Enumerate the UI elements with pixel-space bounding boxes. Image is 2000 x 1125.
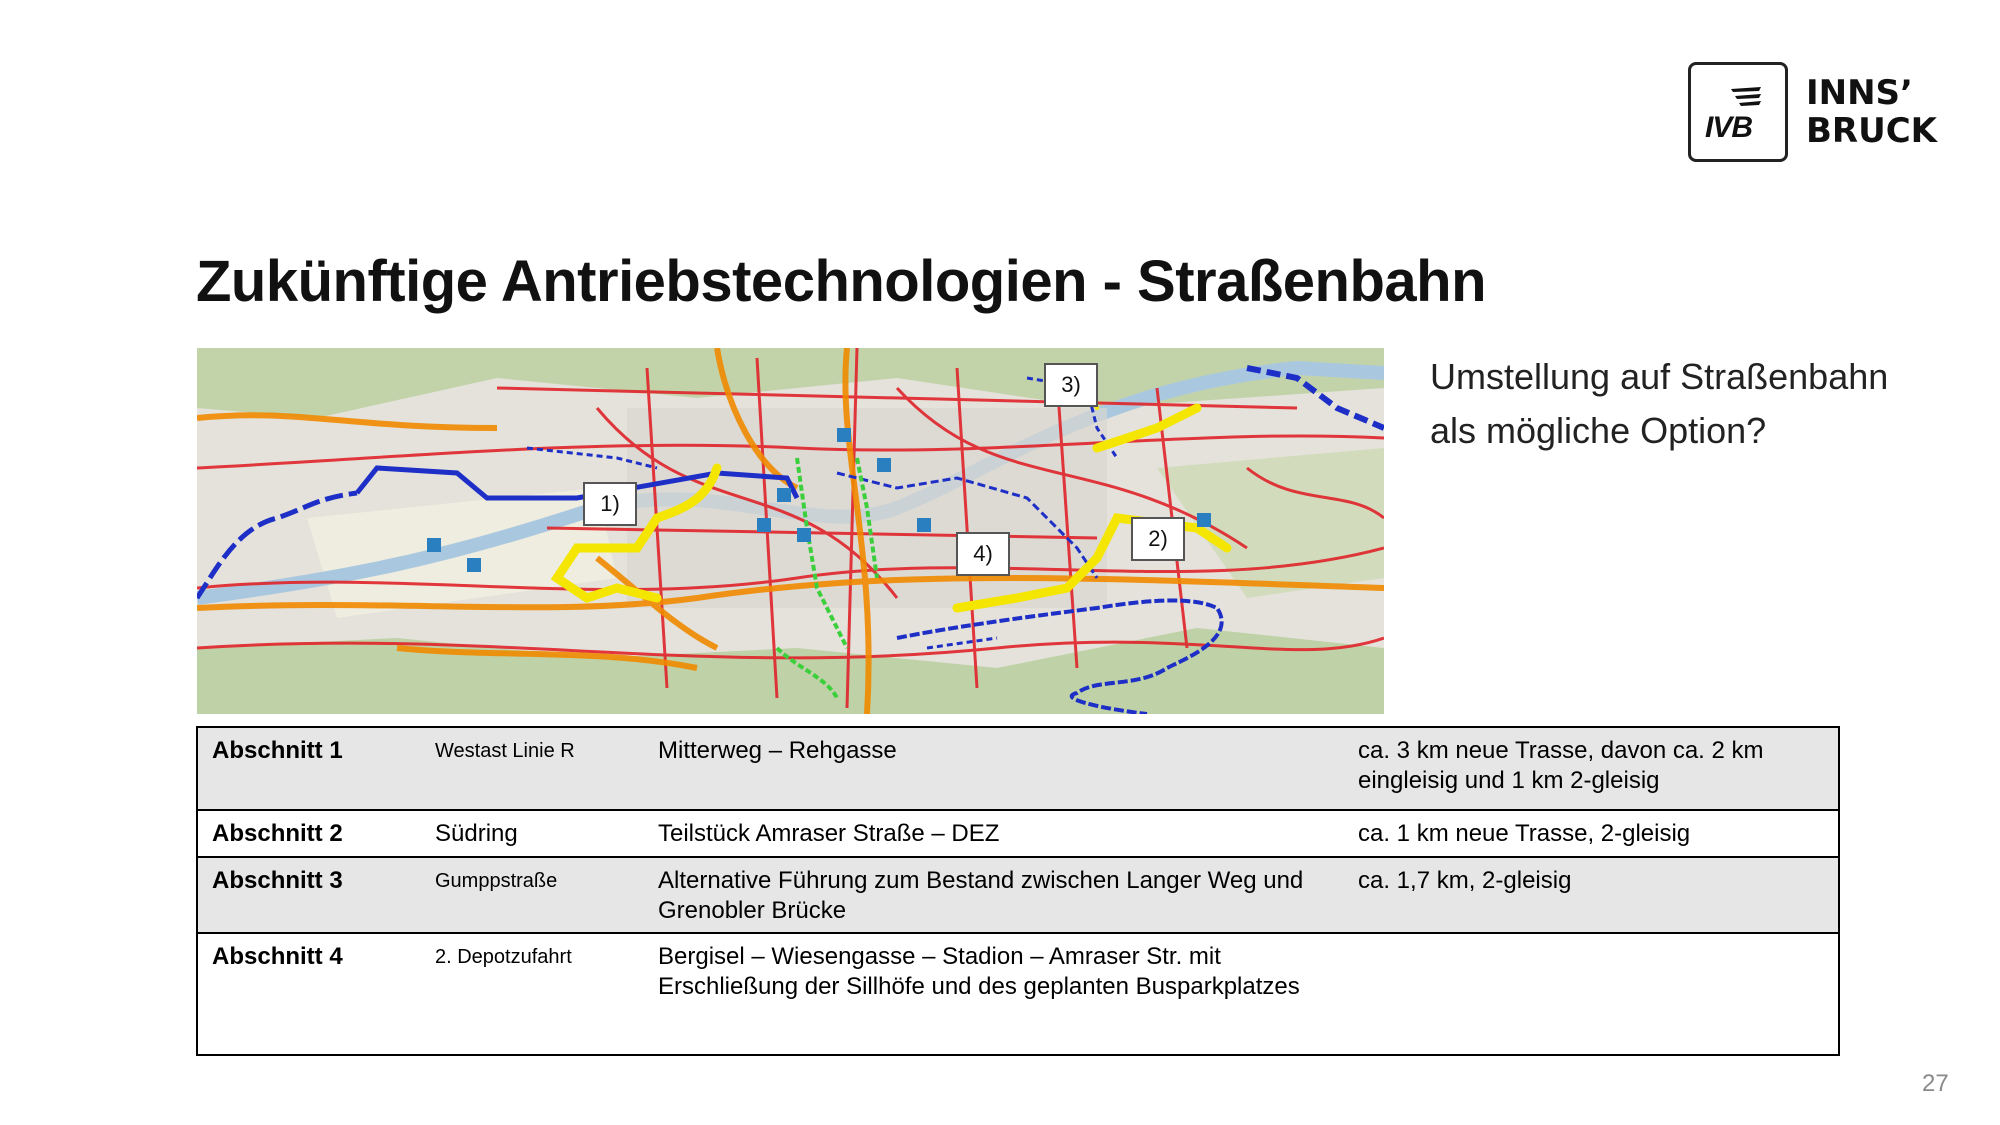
table-row: [198, 934, 1838, 1054]
details-cell: ca. 1 km neue Trasse, 2-gleisig: [1358, 820, 1691, 847]
tram-route-map: [197, 348, 1384, 714]
map-marker-1-label: 1): [600, 491, 620, 516]
section-cell: Abschnitt 3: [212, 867, 343, 894]
details-cell: ca. 1,7 km, 2-gleisig: [1358, 867, 1572, 894]
map-marker-4-label: 4): [973, 541, 993, 566]
slide-title: Zukünftige Antriebstechnologien - Straßenbahn: [196, 249, 1487, 314]
wordmark-line-2: BRUCK: [1806, 111, 1938, 151]
route-cell: Teilstück Amraser Straße – DEZ: [658, 820, 1000, 847]
name-cell: Gumppstraße: [435, 870, 558, 892]
details-cell: ca. 3 km neue Trasse, davon ca. 2 km eingleisig und 1 km 2-gleisig: [1358, 737, 1764, 794]
route-cell: Alternative Führung zum Bestand zwischen Langer Weg und Grenobler Brücke: [658, 867, 1304, 924]
ivb-logo-text: IVB: [1705, 111, 1753, 144]
ivb-innsbruck-logo: [1688, 62, 1937, 162]
table-row: [198, 728, 1838, 811]
page-number: 27: [1922, 1070, 1949, 1097]
map-graphic: [197, 348, 1384, 714]
side-question-line-1: Umstellung auf Straßenbahn: [1430, 356, 1889, 397]
section-cell: Abschnitt 4: [212, 943, 343, 970]
map-marker-1: [584, 483, 636, 525]
table-row: [198, 811, 1838, 858]
wordmark-line-1: INNS’: [1806, 73, 1913, 113]
section-cell: Abschnitt 1: [212, 737, 343, 764]
map-marker-2-label: 2): [1148, 526, 1168, 551]
name-cell: Westast Linie R: [435, 740, 575, 762]
speed-lines-icon: [1729, 85, 1763, 111]
route-cell: Mitterweg – Rehgasse: [658, 737, 897, 764]
side-question: [1430, 350, 1910, 458]
side-question-line-2: als mögliche Option?: [1430, 410, 1767, 451]
section-cell: Abschnitt 2: [212, 820, 343, 847]
sections-table: [196, 726, 1840, 1056]
name-cell: 2. Depotzufahrt: [435, 946, 572, 968]
innsbruck-wordmark: [1806, 74, 1937, 150]
map-marker-3-label: 3): [1061, 372, 1081, 397]
name-cell: Südring: [435, 820, 518, 847]
details-cell: [1344, 934, 1838, 1054]
map-marker-2: [1132, 518, 1184, 560]
ivb-logo-box: [1688, 62, 1788, 162]
route-cell: Bergisel – Wiesengasse – Stadion – Amraser Str. mit Erschließung der Sillhöfe und des geplanten Busparkplatzes: [658, 943, 1300, 1000]
map-marker-4: [957, 533, 1009, 575]
map-marker-3: [1045, 364, 1097, 406]
table-row: [198, 858, 1838, 934]
